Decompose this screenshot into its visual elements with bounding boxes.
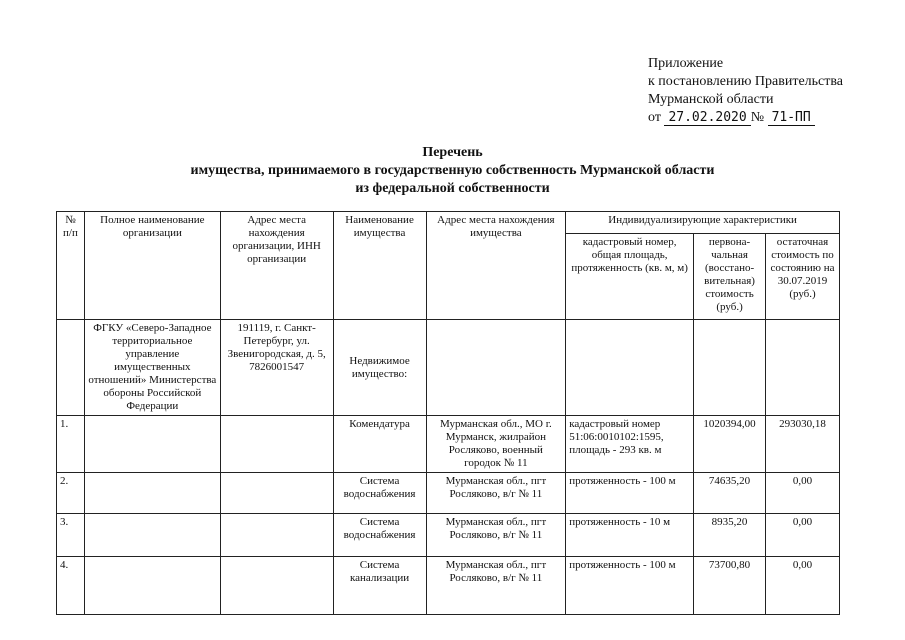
row-initial-cost: 8935,20 bbox=[694, 514, 766, 557]
row-property-name: Система водоснабжения bbox=[333, 473, 426, 514]
org-row-num bbox=[57, 320, 85, 416]
title-line-3: из федеральной собственности bbox=[355, 181, 550, 196]
appendix-line-1: Приложение bbox=[648, 56, 724, 71]
row-residual-cost: 293030,18 bbox=[766, 416, 840, 473]
title-line-1: Перечень bbox=[422, 145, 483, 160]
decree-date: 27.02.2020 bbox=[664, 110, 750, 126]
appendix-date-number bbox=[648, 109, 843, 127]
table-row bbox=[57, 514, 840, 557]
row-initial-cost: 1020394,00 bbox=[694, 416, 766, 473]
row-num: 2. bbox=[57, 473, 85, 514]
from-label: от bbox=[648, 110, 661, 125]
col-header-org-address: Адрес места нахождения организации, ИНН организации bbox=[220, 212, 333, 320]
row-residual-cost: 0,00 bbox=[766, 473, 840, 514]
row-property-name: Система водоснабжения bbox=[333, 514, 426, 557]
row-org-address bbox=[220, 514, 333, 557]
org-row-empty-2 bbox=[566, 320, 694, 416]
col-header-org-name: Полное наименование организации bbox=[84, 212, 220, 320]
row-cadastral: протяженность - 100 м bbox=[566, 473, 694, 514]
org-address-cell: 191119, г. Санкт-Петербург, ул. Звенигородская, д. 5, 7826001547 bbox=[220, 320, 333, 416]
row-property-address: Мурманская обл., МО г. Мурманск, жилрайон Росляково, военный городок № 11 bbox=[426, 416, 566, 473]
table-row bbox=[57, 416, 840, 473]
row-property-address: Мурманская обл., пгт Росляково, в/г № 11 bbox=[426, 557, 566, 615]
row-property-address: Мурманская обл., пгт Росляково, в/г № 11 bbox=[426, 514, 566, 557]
org-row bbox=[57, 320, 840, 416]
table-row bbox=[57, 473, 840, 514]
org-row-empty-4 bbox=[766, 320, 840, 416]
row-org-address bbox=[220, 557, 333, 615]
row-org-name bbox=[84, 416, 220, 473]
col-header-property-address: Адрес места нахождения имущества bbox=[426, 212, 566, 320]
row-residual-cost: 0,00 bbox=[766, 514, 840, 557]
row-org-name bbox=[84, 473, 220, 514]
document-title bbox=[0, 144, 905, 198]
row-residual-cost: 0,00 bbox=[766, 557, 840, 615]
col-header-num: № п/п bbox=[57, 212, 85, 320]
row-org-name bbox=[84, 514, 220, 557]
row-initial-cost: 73700,80 bbox=[694, 557, 766, 615]
appendix-block bbox=[648, 55, 843, 127]
row-cadastral: протяженность - 10 м bbox=[566, 514, 694, 557]
row-num: 3. bbox=[57, 514, 85, 557]
col-header-property-name: Наименование имущества bbox=[333, 212, 426, 320]
property-category-cell: Недвижимое имущество: bbox=[333, 320, 426, 416]
col-header-initial-cost: первона-чальная (восстано-вительная) стоимость (руб.) bbox=[694, 234, 766, 320]
row-org-name bbox=[84, 557, 220, 615]
org-row-empty-3 bbox=[694, 320, 766, 416]
row-property-name: Система канализации bbox=[333, 557, 426, 615]
row-cadastral: протяженность - 100 м bbox=[566, 557, 694, 615]
col-header-cadastral: кадастровый номер, общая площадь, протяженность (кв. м, м) bbox=[566, 234, 694, 320]
appendix-line-3: Мурманской области bbox=[648, 92, 774, 107]
org-name-cell: ФГКУ «Северо-Западное территориальное управление имущественных отношений» Министерства обороны Российской Федерации bbox=[84, 320, 220, 416]
row-property-address: Мурманская обл., пгт Росляково, в/г № 11 bbox=[426, 473, 566, 514]
table-row bbox=[57, 557, 840, 615]
row-org-address bbox=[220, 473, 333, 514]
number-label: № bbox=[750, 110, 765, 125]
row-num: 4. bbox=[57, 557, 85, 615]
row-property-name: Комендатура bbox=[333, 416, 426, 473]
property-table bbox=[56, 211, 840, 615]
col-header-residual-cost: остаточная стоимость по состоянию на 30.07.2019 (руб.) bbox=[766, 234, 840, 320]
decree-number: 71-ПП bbox=[768, 110, 815, 126]
row-cadastral: кадастровый номер 51:06:0010102:1595, площадь - 293 кв. м bbox=[566, 416, 694, 473]
row-initial-cost: 74635,20 bbox=[694, 473, 766, 514]
col-header-characteristics: Индивидуализирующие характеристики bbox=[566, 212, 840, 234]
org-row-empty-1 bbox=[426, 320, 566, 416]
header-row-1 bbox=[57, 212, 840, 234]
row-org-address bbox=[220, 416, 333, 473]
appendix-line-2: к постановлению Правительства bbox=[648, 74, 844, 89]
row-num: 1. bbox=[57, 416, 85, 473]
title-line-2: имущества, принимаемого в государственную собственность Мурманской области bbox=[190, 163, 715, 178]
